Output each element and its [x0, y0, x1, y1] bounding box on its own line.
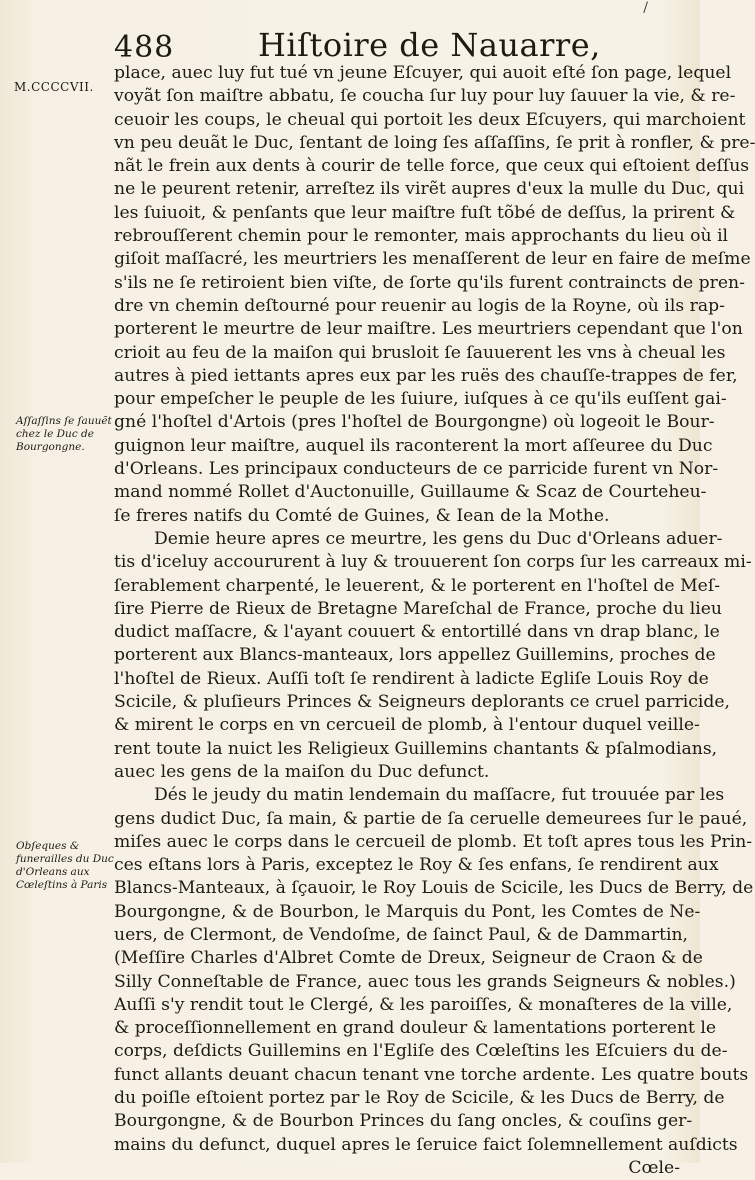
text-line: gens dudict Duc, ſa main, & partie de ſa ceruelle demeurees ſur le paué,: [114, 808, 748, 829]
text-line: Silly Conneſtable de France, auec tous les grands Seigneurs & nobles.): [114, 971, 736, 992]
running-title: Hiſtoire de Nauarre,: [258, 26, 601, 64]
text-line: porterent aux Blancs-manteaux, lors appellez Guillemins, proches de: [114, 645, 716, 666]
text-line: vn peu deuãt le Duc, ſentant de loing ſes aſſaſſins, ſe prit à ronfler, & pre-: [114, 132, 755, 153]
ink-mark: /: [643, 0, 648, 16]
text-line: voyãt ſon maiſtre abbatu, ſe coucha ſur luy pour luy ſauuer la vie, & re-: [114, 86, 736, 107]
page-number: 488: [114, 30, 175, 65]
text-line: & proceſſionnellement en grand douleur & lamentations porterent le: [114, 1018, 717, 1039]
text-line: Auſſi s'y rendit tout le Clergé, & les paroiſſes, & monaſteres de la ville,: [114, 994, 733, 1015]
text-line: tis d'iceluy accoururent à luy & trouuerent ſon corps ſur les carreaux mi-: [114, 552, 752, 573]
text-line: auec les gens de la maiſon du Duc defunct.: [114, 761, 490, 782]
catchword: Cœle-: [628, 1157, 680, 1178]
text-line: Bourgongne, & de Bourbon, le Marquis du Pont, les Comtes de Ne-: [114, 901, 701, 922]
text-line: ſire Pierre de Rieux de Bretagne Mareſchal de France, proche du lieu: [114, 598, 722, 619]
year-margin-note: M.CCCCVII.: [14, 80, 94, 94]
text-line: s'ils ne ſe retiroient bien viſte, de ſorte qu'ils furent contraincts de pren-: [114, 272, 745, 293]
text-line: miſes auec le corps dans le cercueil de plomb. Et toſt apres tous les Prin-: [114, 831, 753, 852]
text-line: uers, de Clermont, de Vendoſme, de ſainct Paul, & de Dammartin,: [114, 924, 689, 945]
text-line: (Meſſire Charles d'Albret Comte de Dreux, Seigneur de Craon & de: [114, 948, 703, 969]
text-line: Bourgongne, & de Bourbon Princes du ſang oncles, & couſins ger-: [114, 1111, 693, 1132]
text-line: ces eſtans lors à Paris, exceptez le Roy & ſes enfans, ſe rendirent aux: [114, 855, 719, 876]
text-line: pour empeſcher le peuple de les ſuiure, iuſques à ce qu'ils euſſent gai-: [114, 389, 727, 410]
text-line: rent toute la nuict les Religieux Guillemins chantants & pſalmodians,: [114, 738, 718, 759]
side-note-assassins: Aſſaſſins ſe ſauuẽt chez le Duc de Bourgongne.: [16, 415, 112, 453]
side-note-funeral: Obſeques & funerailles du Duc d'Orleans aux Cœleſtins à Paris: [16, 840, 114, 891]
text-line: ceuoir les coups, le cheual qui portoit les deux Eſcuyers, qui marchoient: [114, 109, 746, 130]
text-line: les ſuiuoit, & penſants que leur maiſtre fuſt tõbé de deſſus, la prirent &: [114, 202, 736, 223]
text-line: funct allants deuant chacun tenant vne torche ardente. Les quatre bouts: [114, 1064, 749, 1085]
text-line: mand nommé Rollet d'Auctonuille, Guillaume & Scaz de Courteheu-: [114, 482, 707, 503]
text-line: mains du defunct, duquel apres le ſeruice faict ſolemnellement auſdicts: [114, 1134, 738, 1155]
text-line: Blancs-Manteaux, à ſçauoir, le Roy Louis de Scicile, les Ducs de Berry, de: [114, 878, 754, 899]
text-body: [114, 62, 755, 1180]
text-line: du poiſle eſtoient portez par le Roy de Scicile, & les Ducs de Berry, de: [114, 1088, 725, 1109]
text-line: rebrouſſerent chemin pour le remonter, mais approchants du lieu où il: [114, 226, 729, 247]
text-line: ſerablement charpenté, le leuerent, & le porterent en l'hoſtel de Meſ-: [114, 575, 721, 596]
text-line: gné l'hoſtel d'Artois (pres l'hoſtel de Bourgongne) où logeoit le Bour-: [114, 412, 715, 433]
text-line: Dés le jeudy du matin lendemain du maſſacre, fut trouuée par les: [154, 785, 725, 806]
text-line: Scicile, & pluſieurs Princes & Seigneurs deplorants ce cruel parricide,: [114, 692, 730, 713]
text-line: guignon leur maiſtre, auquel ils raconterent la mort aſſeuree du Duc: [114, 435, 713, 456]
text-line: d'Orleans. Les principaux conducteurs de ce parricide furent vn Nor-: [114, 459, 719, 480]
text-line: corps, deſdicts Guillemins en l'Egliſe des Cœleſtins les Eſcuiers du de-: [114, 1041, 728, 1062]
text-line: dudict maſſacre, & l'ayant couuert & entortillé dans vn drap blanc, le: [114, 622, 720, 643]
text-line: autres à pied iettants apres eux par les ruës des chauſſe-trappes de fer,: [114, 365, 738, 386]
text-line: & mirent le corps en vn cercueil de plomb, à l'entour duquel veille-: [114, 715, 700, 736]
text-line: l'hoſtel de Rieux. Auſſi toſt ſe rendirent à ladicte Egliſe Louis Roy de: [114, 668, 709, 689]
text-line: place, auec luy fut tué vn jeune Eſcuyer, qui auoit eſté ſon page, lequel: [114, 63, 732, 83]
text-line: crioit au feu de la maiſon qui brusloit ſe ſauuerent les vns à cheual les: [114, 342, 726, 363]
text-line: nãt le frein aux dents à courir de telle force, que ceux qui eſtoient deſſus: [114, 156, 750, 177]
text-line: ne le peurent retenir, arreſtez ils virẽt aupres d'eux la mulle du Duc, qui: [114, 179, 745, 200]
text-line: giſoit maſſacré, les meurtriers les menaſſerent de leur en faire de meſme: [114, 249, 751, 270]
text-line: dre vn chemin deſtourné pour reuenir au logis de la Royne, où ils rap-: [114, 295, 725, 316]
text-line: porterent le meurtre de leur maiſtre. Les meurtriers cependant que l'on: [114, 319, 743, 340]
text-line: Demie heure apres ce meurtre, les gens du Duc d'Orleans aduer-: [154, 528, 723, 549]
text-line: ſe freres natifs du Comté de Guines, & Iean de la Mothe.: [114, 505, 610, 526]
